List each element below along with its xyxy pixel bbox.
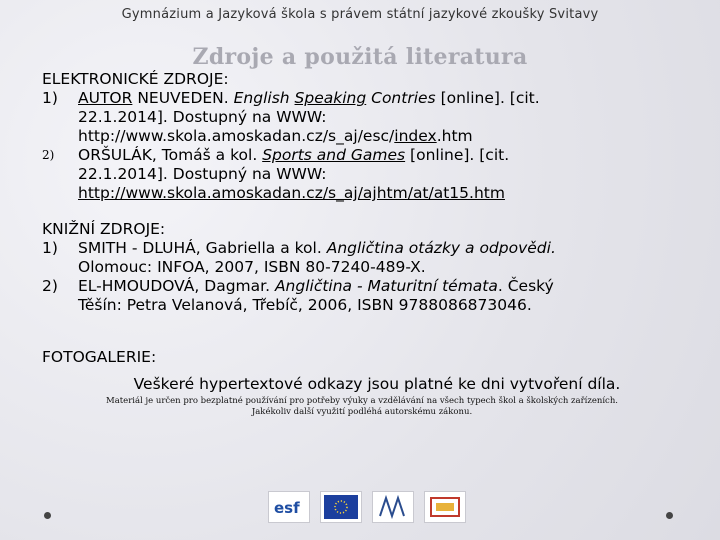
source-url-link[interactable]: http://www.skola.amoskadan.cz/s_aj/ajhtm/at/at15.htm bbox=[78, 184, 505, 202]
book-source-1 bbox=[42, 239, 682, 277]
source-url[interactable]: http://www.skola.amoskadan.cz/s_aj/esc/index.htm bbox=[78, 127, 473, 145]
citation-text: . Český bbox=[497, 277, 554, 295]
citation-text: [online]. [cit. bbox=[405, 146, 510, 164]
logo-strip bbox=[268, 490, 478, 524]
title-part: English bbox=[233, 89, 295, 107]
esf-logo bbox=[268, 491, 310, 523]
svg-text:esf: esf bbox=[274, 499, 300, 517]
author: SMITH - DLUHÁ, Gabriella a kol. bbox=[78, 239, 327, 257]
msmt-logo bbox=[372, 491, 414, 523]
author: AUTOR bbox=[78, 89, 133, 107]
book-title: Angličtina - Maturitní témata bbox=[274, 277, 498, 295]
decor-dot-right bbox=[666, 512, 673, 519]
license-note: Materiál je určen pro bezplatné používání pro potřeby výuky a vzdělávání na všech typech škol a školských zařízeních. Jakékoliv další využití podléhá autorskému zákonu. bbox=[105, 396, 618, 417]
decor-dot-left bbox=[44, 512, 51, 519]
spacer bbox=[42, 315, 682, 348]
content-area bbox=[42, 70, 682, 418]
electronic-source-2 bbox=[42, 146, 682, 203]
citation-text: 22.1.2014]. Dostupný na WWW: bbox=[78, 165, 327, 183]
electronic-source-1 bbox=[42, 89, 682, 146]
electronic-sources-heading: ELEKTRONICKÉ ZDROJE: bbox=[42, 70, 229, 88]
entry-number: 1) bbox=[42, 239, 58, 257]
entry-number: 1) bbox=[42, 89, 58, 107]
title-part: Contries bbox=[366, 89, 436, 107]
entry-number: 2) bbox=[42, 277, 58, 295]
op-vk-logo bbox=[424, 491, 466, 523]
eu-flag-logo bbox=[320, 491, 362, 523]
spacer bbox=[42, 203, 682, 220]
gallery-heading: FOTOGALERIE: bbox=[42, 348, 157, 366]
citation-text: Těšín: Petra Velanová, Třebíč, 2006, ISBN 9788086873046. bbox=[78, 296, 532, 314]
citation-text: [online]. [cit. bbox=[435, 89, 540, 107]
school-header: Gymnázium a Jazyková škola s právem státní jazykové zkoušky Svitavy bbox=[121, 7, 599, 22]
entry-number: 2) bbox=[42, 148, 55, 162]
book-title: Angličtina otázky a odpovědi. bbox=[326, 239, 556, 257]
page-title: Zdroje a použitá literatura bbox=[192, 44, 528, 70]
author-rest: NEUVEDEN. bbox=[132, 89, 234, 107]
book-source-2 bbox=[42, 277, 682, 315]
book-sources-heading: KNIŽNÍ ZDROJE: bbox=[42, 220, 166, 238]
citation-text: 22.1.2014]. Dostupný na WWW: bbox=[78, 108, 327, 126]
citation-text: Olomouc: INFOA, 2007, ISBN 80-7240-489-X. bbox=[78, 258, 426, 276]
source-title: Sports and Games bbox=[262, 146, 406, 164]
author: EL-HMOUDOVÁ, Dagmar. bbox=[78, 277, 275, 295]
author: ORŠULÁK, Tomáš a kol. bbox=[78, 146, 263, 164]
title-part-underlined: Speaking bbox=[294, 89, 367, 107]
hyperlink-validity-note: Veškeré hypertextové odkazy jsou platné ke dni vytvoření díla. bbox=[133, 375, 621, 393]
